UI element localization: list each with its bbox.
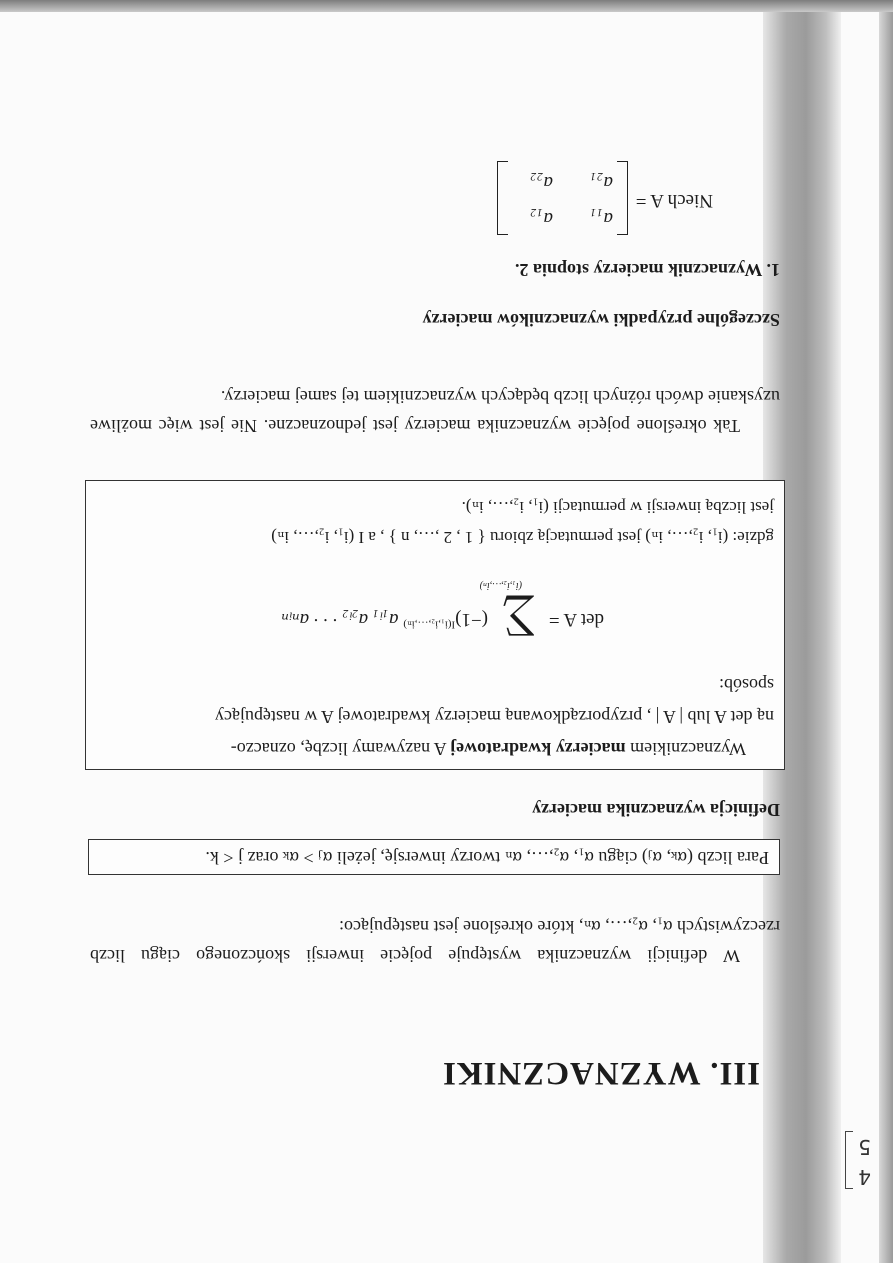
order-2-subheading: 1. Wyznacznik macierzy stopnia 2. [515, 260, 780, 280]
left-bracket [617, 161, 628, 235]
matrix-cell: a₁₁ [590, 208, 613, 229]
matrix-cell: a₂₁ [590, 172, 613, 193]
matrix-label: Niech A = [635, 190, 713, 211]
page-number-bottom: 5 [858, 1135, 871, 1159]
special-cases-heading: Szczególne przypadki wyznaczników macierzy [422, 310, 780, 330]
sign-term: (−1) [455, 609, 489, 630]
sum-index: (i₁,i₂,…,iₙ) [479, 580, 522, 591]
page-number-top: 4 [858, 1165, 871, 1189]
inversion-text: Para liczb (αₖ, αⱼ) ciągu α₁, α₂,…, αₙ tworzy inwersję, jeżeli αⱼ > αₖ oraz j < k. [205, 848, 769, 868]
determinant-formula [281, 593, 604, 644]
intro-paragraph [90, 912, 780, 970]
bracket-mark [845, 1131, 853, 1189]
binding-edge [879, 0, 893, 1263]
where-line-1: gdzie: (i₁, i₂,…, iₙ) jest permutacją zbioru { 1 , 2 ,…, n } , a I (i₁, i₂,…, iₙ) [271, 528, 774, 547]
sum-symbol: ∑ [502, 593, 535, 644]
formula-lhs: det A = [548, 609, 604, 630]
remark-text: Tak określone pojęcie wyznacznika macierzy jest jednoznaczne. Nie jest więc możliwe uzyskanie dwóch różnych liczb będących wyznacznikiem tej samej macierzy. [90, 387, 780, 436]
definition-heading: Definicja wyznacznika macierzy [532, 800, 780, 820]
remark-paragraph [90, 382, 780, 440]
where-line-2: jest liczbą inwersji w permutacji (i₁, i₂,…, iₙ). [461, 498, 774, 517]
determinant-definition-box [85, 480, 785, 770]
definition-line-2: ną det A lub | A | , przyporządkowaną macierzy kwadratowej A w następujący [214, 707, 774, 727]
matrix-cell: a₂₂ [530, 172, 553, 193]
intro-text: W definicji wyznacznika występuje pojęcie inwersji skończonego ciągu liczb rzeczywistych α₁, α₂,…, αₙ, które określone jest następująco: [90, 917, 780, 966]
matrix-cell: a₁₂ [530, 208, 553, 229]
definition-line-1: Wyznacznikiem macierzy kwadratowej A nazywamy liczbę, oznaczo- [230, 739, 746, 759]
right-bracket [497, 161, 508, 235]
bold-term: macierzy kwadratowej [450, 739, 626, 759]
sign-exponent: I(i₁,i₂,…,iₙ) [403, 618, 456, 631]
inversion-definition-box [88, 839, 780, 875]
page-number-marker [845, 1129, 875, 1191]
chapter-title: III. WYZNACZNIKI [442, 1055, 760, 1091]
scan-edge-band [0, 0, 893, 12]
product-term: a₁ᵢ₁ a₂ᵢ₂ · · · aₙᵢₙ [281, 609, 399, 630]
definition-line-3: sposób: [718, 675, 774, 695]
